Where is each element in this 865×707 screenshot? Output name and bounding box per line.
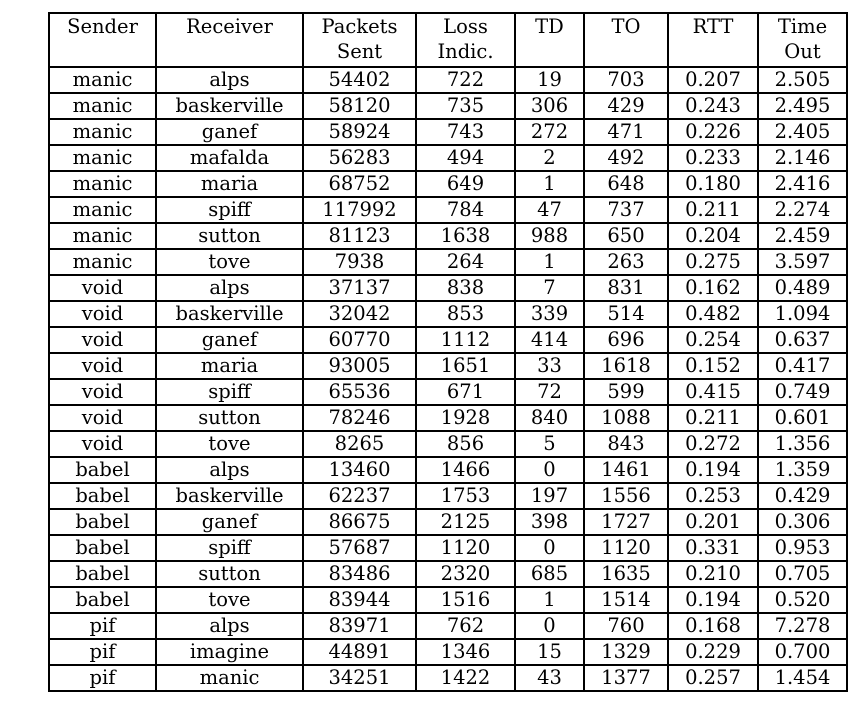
cell-receiver: alps — [156, 457, 303, 483]
cell-rtt: 0.211 — [668, 197, 758, 223]
cell-rtt: 0.253 — [668, 483, 758, 509]
cell-loss-indic: 853 — [416, 301, 515, 327]
table-row — [49, 665, 847, 691]
cell-rtt: 0.162 — [668, 275, 758, 301]
cell-time-out: 1.454 — [758, 665, 847, 691]
cell-receiver: alps — [156, 275, 303, 301]
cell-time-out: 2.416 — [758, 171, 847, 197]
cell-sender: manic — [49, 119, 156, 145]
cell-loss-indic: 494 — [416, 145, 515, 171]
column-header-loss-indic — [416, 13, 515, 67]
column-header-label: TD — [535, 15, 564, 38]
cell-packets-sent: 117992 — [303, 197, 416, 223]
cell-sender: manic — [49, 67, 156, 93]
cell-time-out: 0.700 — [758, 639, 847, 665]
cell-loss-indic: 743 — [416, 119, 515, 145]
cell-time-out: 0.429 — [758, 483, 847, 509]
cell-packets-sent: 78246 — [303, 405, 416, 431]
cell-rtt: 0.331 — [668, 535, 758, 561]
cell-time-out: 7.278 — [758, 613, 847, 639]
cell-to: 263 — [584, 249, 668, 275]
cell-rtt: 0.201 — [668, 509, 758, 535]
table-body — [49, 67, 847, 691]
cell-td: 840 — [515, 405, 584, 431]
table-row — [49, 353, 847, 379]
cell-rtt: 0.415 — [668, 379, 758, 405]
cell-loss-indic: 671 — [416, 379, 515, 405]
cell-time-out: 2.405 — [758, 119, 847, 145]
cell-receiver: alps — [156, 67, 303, 93]
cell-packets-sent: 65536 — [303, 379, 416, 405]
table-row — [49, 197, 847, 223]
data-table — [48, 12, 848, 692]
cell-loss-indic: 1651 — [416, 353, 515, 379]
table-container — [48, 12, 848, 692]
cell-time-out: 1.359 — [758, 457, 847, 483]
cell-td: 0 — [515, 535, 584, 561]
cell-packets-sent: 93005 — [303, 353, 416, 379]
cell-td: 685 — [515, 561, 584, 587]
cell-loss-indic: 838 — [416, 275, 515, 301]
cell-receiver: spiff — [156, 535, 303, 561]
cell-to: 831 — [584, 275, 668, 301]
table-row — [49, 457, 847, 483]
cell-sender: manic — [49, 93, 156, 119]
column-header-label: Receiver — [186, 15, 273, 38]
table-row — [49, 249, 847, 275]
cell-receiver: maria — [156, 353, 303, 379]
cell-loss-indic: 1112 — [416, 327, 515, 353]
cell-time-out: 2.505 — [758, 67, 847, 93]
cell-td: 1 — [515, 171, 584, 197]
cell-to: 760 — [584, 613, 668, 639]
cell-time-out: 0.417 — [758, 353, 847, 379]
cell-rtt: 0.180 — [668, 171, 758, 197]
cell-packets-sent: 83486 — [303, 561, 416, 587]
cell-loss-indic: 264 — [416, 249, 515, 275]
cell-receiver: sutton — [156, 405, 303, 431]
cell-to: 843 — [584, 431, 668, 457]
column-header-label: Sent — [336, 40, 383, 63]
cell-loss-indic: 735 — [416, 93, 515, 119]
cell-time-out: 0.637 — [758, 327, 847, 353]
cell-rtt: 0.168 — [668, 613, 758, 639]
cell-to: 1727 — [584, 509, 668, 535]
cell-td: 43 — [515, 665, 584, 691]
cell-packets-sent: 58924 — [303, 119, 416, 145]
cell-to: 1120 — [584, 535, 668, 561]
cell-packets-sent: 32042 — [303, 301, 416, 327]
cell-rtt: 0.272 — [668, 431, 758, 457]
cell-td: 0 — [515, 613, 584, 639]
cell-rtt: 0.233 — [668, 145, 758, 171]
cell-sender: babel — [49, 509, 156, 535]
cell-time-out: 0.489 — [758, 275, 847, 301]
cell-packets-sent: 44891 — [303, 639, 416, 665]
table-row — [49, 483, 847, 509]
cell-sender: babel — [49, 587, 156, 613]
cell-receiver: mafalda — [156, 145, 303, 171]
column-header-label: RTT — [692, 15, 734, 38]
cell-to: 1377 — [584, 665, 668, 691]
table-row — [49, 561, 847, 587]
cell-time-out: 0.601 — [758, 405, 847, 431]
table-row — [49, 119, 847, 145]
cell-td: 272 — [515, 119, 584, 145]
cell-sender: pif — [49, 665, 156, 691]
cell-to: 696 — [584, 327, 668, 353]
column-header-packets-sent — [303, 13, 416, 67]
cell-time-out: 2.274 — [758, 197, 847, 223]
cell-time-out: 3.597 — [758, 249, 847, 275]
cell-to: 1088 — [584, 405, 668, 431]
cell-time-out: 0.953 — [758, 535, 847, 561]
column-header-rtt — [668, 13, 758, 67]
cell-loss-indic: 1928 — [416, 405, 515, 431]
cell-td: 47 — [515, 197, 584, 223]
cell-loss-indic: 1346 — [416, 639, 515, 665]
cell-rtt: 0.229 — [668, 639, 758, 665]
cell-packets-sent: 60770 — [303, 327, 416, 353]
cell-receiver: sutton — [156, 223, 303, 249]
cell-packets-sent: 54402 — [303, 67, 416, 93]
cell-loss-indic: 1466 — [416, 457, 515, 483]
cell-time-out: 0.749 — [758, 379, 847, 405]
cell-loss-indic: 1638 — [416, 223, 515, 249]
cell-rtt: 0.482 — [668, 301, 758, 327]
cell-sender: void — [49, 431, 156, 457]
cell-loss-indic: 1516 — [416, 587, 515, 613]
cell-to: 737 — [584, 197, 668, 223]
cell-receiver: alps — [156, 613, 303, 639]
cell-td: 5 — [515, 431, 584, 457]
cell-td: 414 — [515, 327, 584, 353]
cell-to: 514 — [584, 301, 668, 327]
column-header-label: Loss — [443, 15, 488, 38]
column-header-label: Indic. — [437, 40, 494, 63]
cell-packets-sent: 83944 — [303, 587, 416, 613]
cell-receiver: spiff — [156, 379, 303, 405]
cell-receiver: baskerville — [156, 483, 303, 509]
cell-loss-indic: 856 — [416, 431, 515, 457]
cell-packets-sent: 57687 — [303, 535, 416, 561]
table-row — [49, 587, 847, 613]
table-row — [49, 67, 847, 93]
column-header-time-out — [758, 13, 847, 67]
cell-td: 197 — [515, 483, 584, 509]
cell-to: 1618 — [584, 353, 668, 379]
cell-rtt: 0.210 — [668, 561, 758, 587]
cell-rtt: 0.275 — [668, 249, 758, 275]
cell-td: 398 — [515, 509, 584, 535]
cell-to: 471 — [584, 119, 668, 145]
cell-packets-sent: 83971 — [303, 613, 416, 639]
cell-rtt: 0.254 — [668, 327, 758, 353]
cell-to: 703 — [584, 67, 668, 93]
cell-sender: babel — [49, 483, 156, 509]
cell-receiver: tove — [156, 587, 303, 613]
cell-receiver: baskerville — [156, 301, 303, 327]
cell-receiver: imagine — [156, 639, 303, 665]
cell-rtt: 0.211 — [668, 405, 758, 431]
cell-loss-indic: 784 — [416, 197, 515, 223]
table-row — [49, 613, 847, 639]
column-header-sender — [49, 13, 156, 67]
cell-sender: pif — [49, 639, 156, 665]
cell-receiver: ganef — [156, 119, 303, 145]
cell-td: 19 — [515, 67, 584, 93]
table-row — [49, 327, 847, 353]
table-row — [49, 301, 847, 327]
table-row — [49, 509, 847, 535]
header-row — [49, 13, 847, 67]
table-row — [49, 223, 847, 249]
cell-sender: manic — [49, 223, 156, 249]
cell-td: 339 — [515, 301, 584, 327]
cell-to: 650 — [584, 223, 668, 249]
cell-td: 2 — [515, 145, 584, 171]
cell-packets-sent: 8265 — [303, 431, 416, 457]
column-header-td — [515, 13, 584, 67]
table-row — [49, 171, 847, 197]
cell-rtt: 0.226 — [668, 119, 758, 145]
cell-sender: void — [49, 327, 156, 353]
table-row — [49, 275, 847, 301]
cell-sender: void — [49, 301, 156, 327]
cell-receiver: tove — [156, 249, 303, 275]
cell-receiver: tove — [156, 431, 303, 457]
cell-sender: manic — [49, 145, 156, 171]
column-header-to — [584, 13, 668, 67]
cell-packets-sent: 34251 — [303, 665, 416, 691]
cell-loss-indic: 762 — [416, 613, 515, 639]
cell-loss-indic: 1120 — [416, 535, 515, 561]
cell-packets-sent: 68752 — [303, 171, 416, 197]
cell-loss-indic: 1422 — [416, 665, 515, 691]
cell-sender: manic — [49, 249, 156, 275]
cell-td: 33 — [515, 353, 584, 379]
cell-time-out: 0.520 — [758, 587, 847, 613]
table-row — [49, 431, 847, 457]
cell-td: 15 — [515, 639, 584, 665]
cell-time-out: 0.705 — [758, 561, 847, 587]
cell-to: 1329 — [584, 639, 668, 665]
cell-sender: void — [49, 275, 156, 301]
cell-to: 1514 — [584, 587, 668, 613]
column-header-label: Out — [784, 40, 821, 63]
cell-to: 1556 — [584, 483, 668, 509]
cell-rtt: 0.257 — [668, 665, 758, 691]
cell-time-out: 2.146 — [758, 145, 847, 171]
cell-loss-indic: 2125 — [416, 509, 515, 535]
table-row — [49, 639, 847, 665]
cell-rtt: 0.207 — [668, 67, 758, 93]
cell-sender: manic — [49, 171, 156, 197]
cell-sender: void — [49, 379, 156, 405]
cell-time-out: 0.306 — [758, 509, 847, 535]
cell-loss-indic: 1753 — [416, 483, 515, 509]
cell-packets-sent: 86675 — [303, 509, 416, 535]
cell-loss-indic: 2320 — [416, 561, 515, 587]
table-row — [49, 145, 847, 171]
cell-to: 1461 — [584, 457, 668, 483]
cell-packets-sent: 56283 — [303, 145, 416, 171]
cell-rtt: 0.194 — [668, 587, 758, 613]
cell-packets-sent: 81123 — [303, 223, 416, 249]
cell-sender: babel — [49, 457, 156, 483]
cell-packets-sent: 58120 — [303, 93, 416, 119]
column-header-receiver — [156, 13, 303, 67]
cell-sender: void — [49, 405, 156, 431]
column-header-label: TO — [611, 15, 641, 38]
table-row — [49, 535, 847, 561]
cell-packets-sent: 13460 — [303, 457, 416, 483]
cell-receiver: ganef — [156, 509, 303, 535]
cell-to: 492 — [584, 145, 668, 171]
cell-packets-sent: 7938 — [303, 249, 416, 275]
cell-packets-sent: 62237 — [303, 483, 416, 509]
cell-td: 0 — [515, 457, 584, 483]
cell-sender: pif — [49, 613, 156, 639]
column-header-label: Sender — [67, 15, 138, 38]
table-row — [49, 379, 847, 405]
cell-receiver: spiff — [156, 197, 303, 223]
cell-time-out: 2.459 — [758, 223, 847, 249]
cell-sender: babel — [49, 535, 156, 561]
cell-rtt: 0.194 — [668, 457, 758, 483]
cell-td: 7 — [515, 275, 584, 301]
cell-rtt: 0.243 — [668, 93, 758, 119]
cell-time-out: 1.356 — [758, 431, 847, 457]
cell-to: 429 — [584, 93, 668, 119]
cell-to: 1635 — [584, 561, 668, 587]
cell-rtt: 0.204 — [668, 223, 758, 249]
cell-time-out: 1.094 — [758, 301, 847, 327]
cell-to: 599 — [584, 379, 668, 405]
cell-td: 1 — [515, 587, 584, 613]
cell-to: 648 — [584, 171, 668, 197]
cell-td: 988 — [515, 223, 584, 249]
cell-td: 306 — [515, 93, 584, 119]
table-row — [49, 405, 847, 431]
cell-sender: void — [49, 353, 156, 379]
cell-td: 1 — [515, 249, 584, 275]
table-row — [49, 93, 847, 119]
cell-loss-indic: 649 — [416, 171, 515, 197]
column-header-label: Packets — [321, 15, 398, 38]
cell-receiver: maria — [156, 171, 303, 197]
column-header-label: Time — [777, 15, 828, 38]
cell-receiver: sutton — [156, 561, 303, 587]
cell-receiver: ganef — [156, 327, 303, 353]
cell-packets-sent: 37137 — [303, 275, 416, 301]
cell-sender: manic — [49, 197, 156, 223]
cell-rtt: 0.152 — [668, 353, 758, 379]
cell-receiver: baskerville — [156, 93, 303, 119]
cell-receiver: manic — [156, 665, 303, 691]
cell-sender: babel — [49, 561, 156, 587]
cell-td: 72 — [515, 379, 584, 405]
cell-time-out: 2.495 — [758, 93, 847, 119]
cell-loss-indic: 722 — [416, 67, 515, 93]
